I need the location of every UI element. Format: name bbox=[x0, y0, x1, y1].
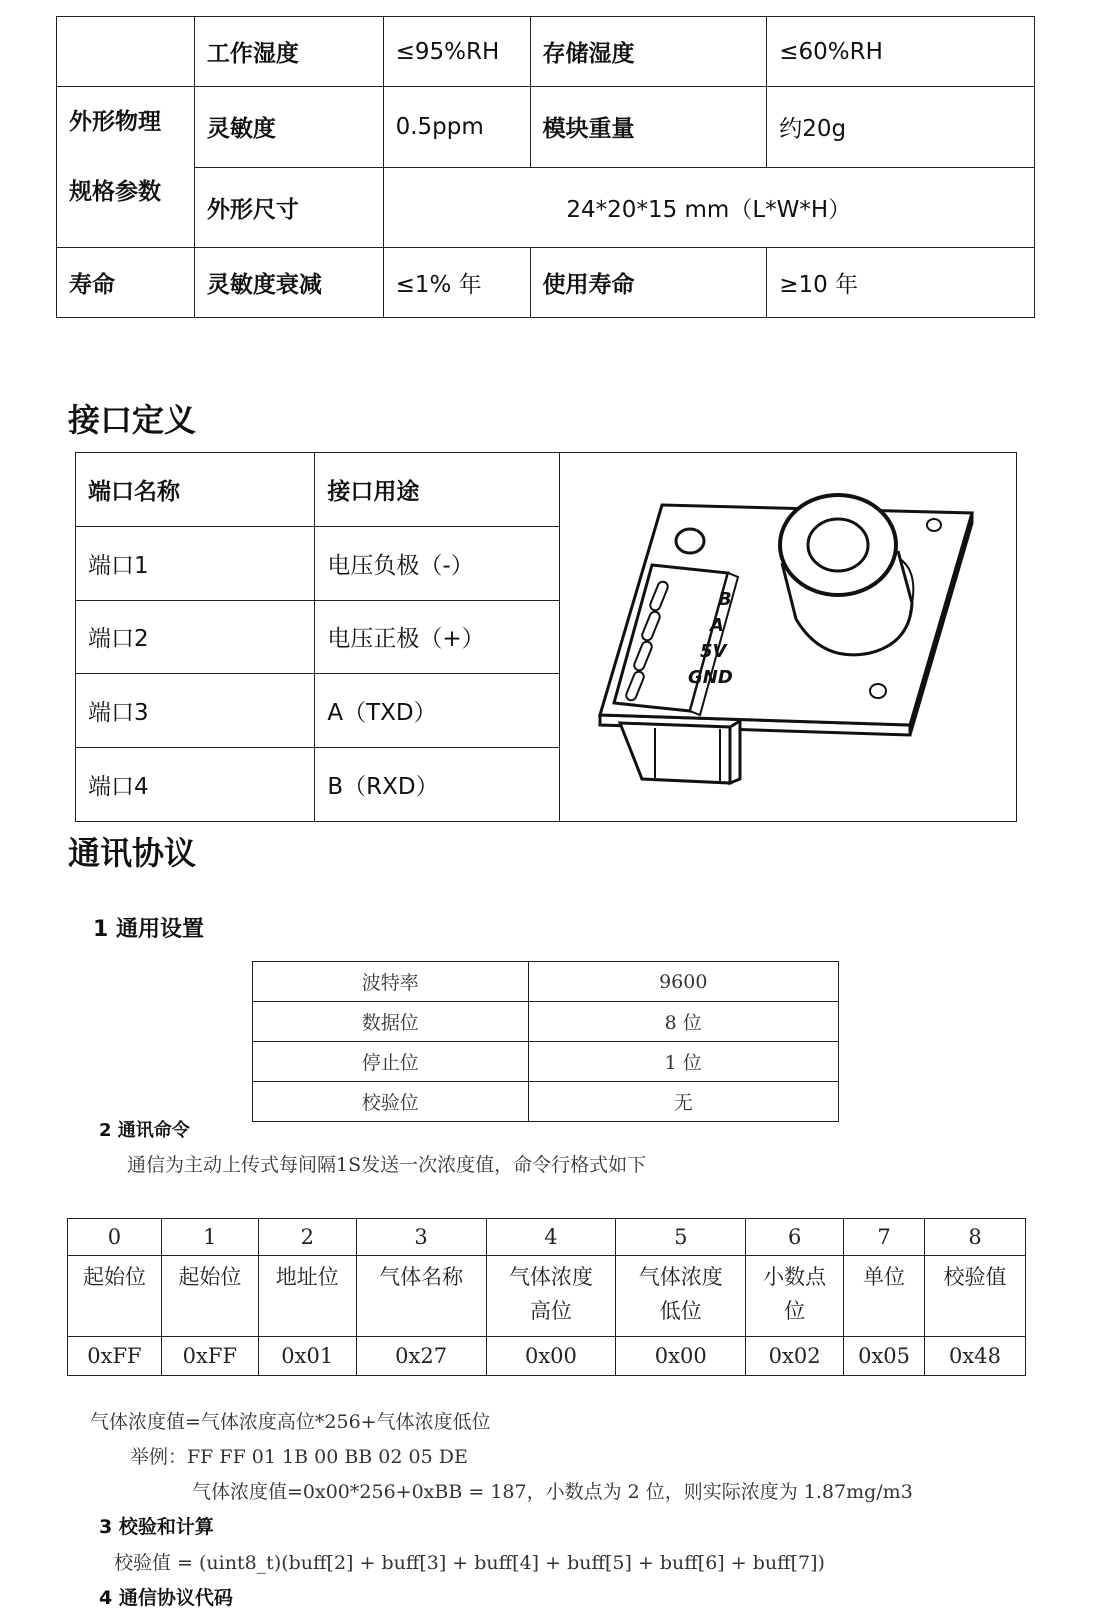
example-frame: 举例：FF FF 01 1B 00 BB 02 05 DE bbox=[130, 1446, 468, 1468]
frame-index-cell: 5 bbox=[616, 1219, 746, 1256]
frame-value-cell: 0xFF bbox=[68, 1337, 162, 1376]
general-settings-heading: 1 通用设置 bbox=[93, 917, 204, 942]
frame-name-cell: 气体浓度高位 bbox=[486, 1256, 616, 1337]
interface-port: 端口3 bbox=[76, 674, 315, 748]
interface-heading: 接口定义 bbox=[68, 401, 197, 439]
setting-value: 无 bbox=[528, 1082, 839, 1122]
serial-settings-table bbox=[252, 961, 839, 1122]
spec-cell: 使用寿命 bbox=[530, 248, 767, 318]
interface-port: 端口1 bbox=[76, 526, 315, 600]
setting-key: 数据位 bbox=[253, 1002, 529, 1042]
spec-cell: 工作湿度 bbox=[194, 17, 383, 87]
interface-use: A（TXD） bbox=[315, 674, 560, 748]
spec-cell: 外形尺寸 bbox=[194, 167, 383, 248]
frame-value-cell: 0x02 bbox=[746, 1337, 844, 1376]
frame-value-cell: 0x05 bbox=[844, 1337, 925, 1376]
pin-label: GND bbox=[687, 667, 733, 688]
frame-name-cell: 起始位 bbox=[161, 1256, 258, 1337]
spec-cell: 灵敏度衰减 bbox=[194, 248, 383, 318]
pin-label: A bbox=[709, 615, 724, 636]
setting-key: 校验位 bbox=[253, 1082, 529, 1122]
interface-port: 端口2 bbox=[76, 600, 315, 674]
setting-key: 停止位 bbox=[253, 1042, 529, 1082]
command-description: 通信为主动上传式每间隔1S发送一次浓度值，命令行格式如下 bbox=[127, 1154, 647, 1176]
frame-value-cell: 0xFF bbox=[161, 1337, 258, 1376]
concentration-formula: 气体浓度值=气体浓度高位*256+气体浓度低位 bbox=[90, 1411, 491, 1433]
frame-index-cell: 3 bbox=[356, 1219, 486, 1256]
spec-empty-cell bbox=[57, 17, 195, 87]
sensor-module-illustration bbox=[560, 453, 1015, 815]
spec-section-life: 寿命 bbox=[57, 248, 195, 318]
example-calculation: 气体浓度值=0x00*256+0xBB = 187，小数点为 2 位，则实际浓度为 1.87mg/m3 bbox=[192, 1481, 913, 1503]
frame-name-cell: 校验值 bbox=[925, 1256, 1026, 1337]
frame-name-cell: 地址位 bbox=[258, 1256, 356, 1337]
frame-name-row bbox=[68, 1256, 1026, 1337]
frame-index-cell: 0 bbox=[68, 1219, 162, 1256]
interface-use: B（RXD） bbox=[315, 748, 560, 822]
spec-cell: 存储湿度 bbox=[530, 17, 767, 87]
pin-label: B bbox=[717, 589, 732, 610]
spec-table bbox=[56, 16, 1035, 318]
spec-cell: ≤1% 年 bbox=[383, 248, 530, 318]
frame-value-cell: 0x01 bbox=[258, 1337, 356, 1376]
interface-header-name: 端口名称 bbox=[76, 453, 315, 527]
frame-index-cell: 7 bbox=[844, 1219, 925, 1256]
interface-header-use: 接口用途 bbox=[315, 453, 560, 527]
interface-use: 电压正极（+） bbox=[315, 600, 560, 674]
checksum-formula: 校验值 = (uint8_t)(buff[2] + buff[3] + buff[4] + buff[5] + buff[6] + buff[7]) bbox=[114, 1552, 825, 1574]
frame-index-cell: 1 bbox=[161, 1219, 258, 1256]
spec-cell: ≤95%RH bbox=[383, 17, 530, 87]
spec-cell: 灵敏度 bbox=[194, 87, 383, 168]
frame-index-cell: 6 bbox=[746, 1219, 844, 1256]
section-line: 规格参数 bbox=[69, 179, 161, 205]
spec-cell: ≤60%RH bbox=[767, 17, 1035, 87]
spec-cell: 模块重量 bbox=[530, 87, 767, 168]
protocol-heading: 通讯协议 bbox=[68, 834, 197, 872]
spec-cell: ≥10 年 bbox=[767, 248, 1035, 318]
frame-value-cell: 0x00 bbox=[616, 1337, 746, 1376]
sensor-illustration-cell bbox=[559, 453, 1016, 822]
section-line: 外形物理 bbox=[69, 109, 161, 135]
frame-value-cell: 0x27 bbox=[356, 1337, 486, 1376]
frame-value-cell: 0x48 bbox=[925, 1337, 1026, 1376]
setting-value: 8 位 bbox=[528, 1002, 839, 1042]
frame-name-cell: 起始位 bbox=[68, 1256, 162, 1337]
spec-cell: 0.5ppm bbox=[383, 87, 530, 168]
pin-label: 5V bbox=[699, 641, 727, 662]
frame-name-cell: 气体名称 bbox=[356, 1256, 486, 1337]
frame-name-cell: 气体浓度低位 bbox=[616, 1256, 746, 1337]
setting-value: 9600 bbox=[528, 962, 839, 1002]
command-frame-table bbox=[67, 1218, 1026, 1376]
spec-cell: 24*20*15 mm（L*W*H） bbox=[383, 167, 1034, 248]
frame-value-cell: 0x00 bbox=[486, 1337, 616, 1376]
frame-index-cell: 2 bbox=[258, 1219, 356, 1256]
interface-table bbox=[75, 452, 1017, 822]
frame-index-cell: 4 bbox=[486, 1219, 616, 1256]
frame-name-cell: 单位 bbox=[844, 1256, 925, 1337]
setting-key: 波特率 bbox=[253, 962, 529, 1002]
frame-name-cell: 小数点位 bbox=[746, 1256, 844, 1337]
frame-index-row bbox=[68, 1219, 1026, 1256]
protocol-code-heading: 4 通信协议代码 bbox=[99, 1587, 233, 1609]
frame-value-row bbox=[68, 1337, 1026, 1376]
interface-use: 电压负极（-） bbox=[315, 526, 560, 600]
setting-value: 1 位 bbox=[528, 1042, 839, 1082]
interface-port: 端口4 bbox=[76, 748, 315, 822]
checksum-heading: 3 校验和计算 bbox=[99, 1516, 214, 1538]
frame-index-cell: 8 bbox=[925, 1219, 1026, 1256]
spec-section-physical bbox=[57, 87, 195, 248]
spec-cell: 约20g bbox=[767, 87, 1035, 168]
command-heading: 2 通讯命令 bbox=[99, 1120, 190, 1141]
